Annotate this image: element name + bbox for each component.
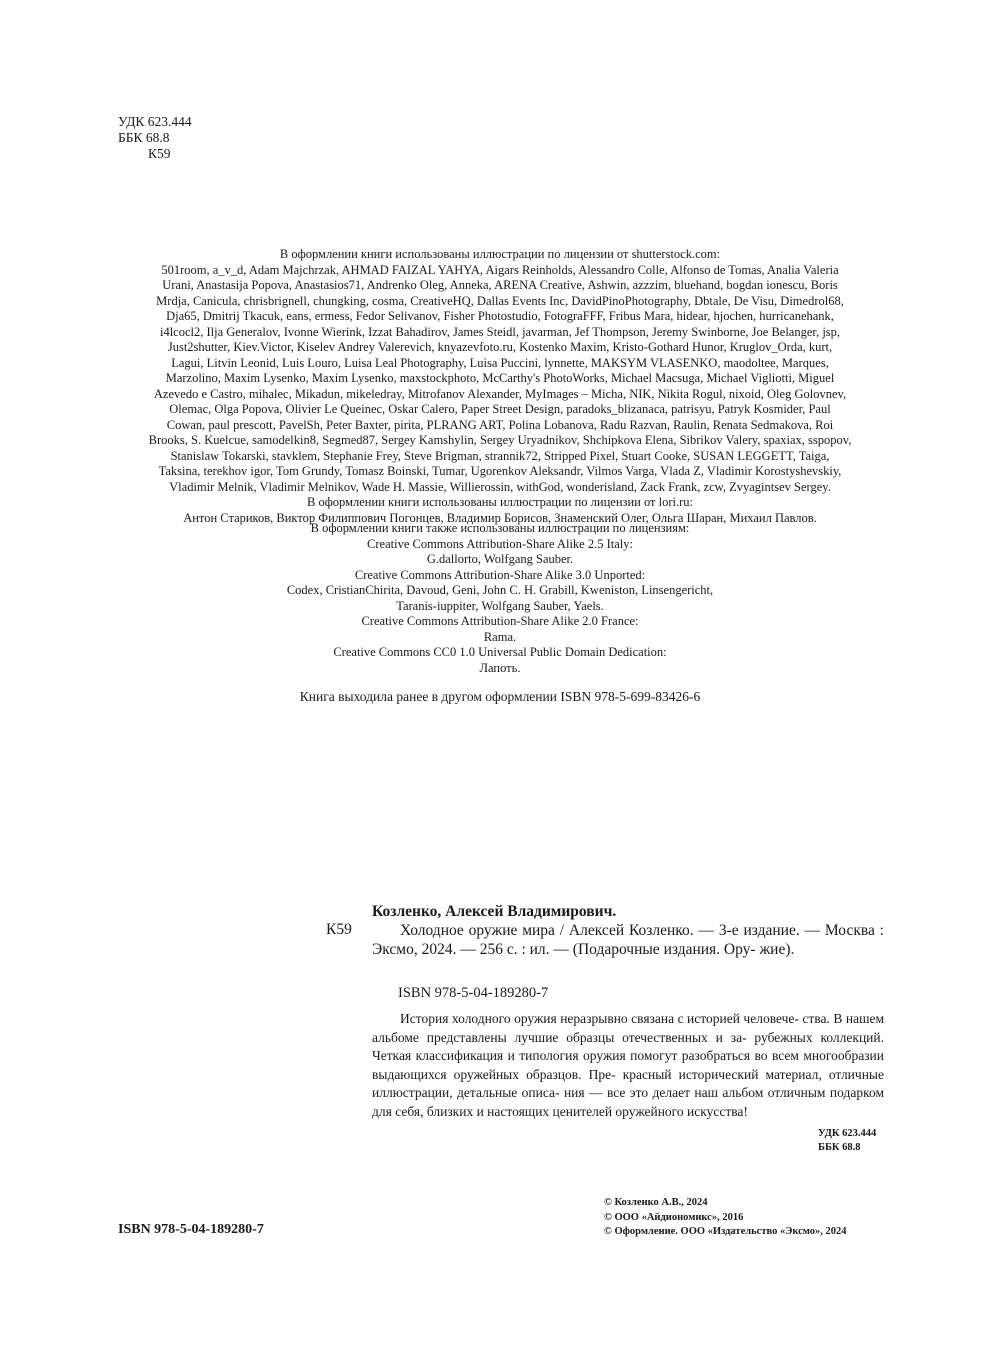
credits-line: Vladimir Melnik, Vladimir Melnikov, Wade H. Massie, Willierossin, withGod, wonderisland, Zack Frank, zcw, Zvyagintsev Sergey. (169, 479, 831, 494)
illustration-credits (112, 247, 888, 526)
record-title-line: Москва : Эксмо, 2024. — 256 с. : ил. — (Подарочные издания. Ору- (372, 922, 884, 958)
isbn-main: ISBN 978-5-04-189280-7 (118, 1222, 264, 1237)
credits-line: Urani, Anastasija Popova, Anastasios71, Andrenko Oleg, Anneka, ARENA Creative, Ashwin, azzzim, bluehand, bogdan ionescu, Boris (162, 278, 838, 292)
annotation-line: разобраться во всем многообразии выдающихся оружейных образцов. Пре- (372, 1048, 884, 1082)
annotation-line: красный исторический материал, отличные иллюстрации, детальные описа- (372, 1066, 884, 1100)
license-line: Лапоть. (479, 660, 521, 675)
credits-line: Dja65, Dmitrij Tkacuk, eans, ermess, Fedor Selivanov, Fisher Photostudio, FotograFFF, Fribus Mara, hidear, hjochen, hurricanehank, (166, 309, 834, 323)
license-line: Taranis-iuppiter, Wolfgang Sauber, Yaels. (396, 598, 604, 613)
license-line: Creative Commons CC0 1.0 Universal Public Domain Dedication: (333, 645, 667, 659)
card-bbk: ББК 68.8 (818, 1142, 861, 1153)
bibliographic-record (372, 902, 884, 959)
annotation-line: ства. В нашем альбоме представлены лучшие образцы отечественных и за- (372, 1011, 884, 1045)
udk-code: УДК 623.444 (118, 114, 192, 129)
copyright-notices (604, 1196, 847, 1240)
record-title-line: Холодное оружие мира / Алексей Козленко. — 3-е издание. — (400, 922, 825, 939)
previous-edition-note: Книга выходила ранее в другом оформлении ISBN 978-5-699-83426-6 (299, 689, 701, 704)
credits-line: Marzolino, Maxim Lysenko, Maxim Lysenko, maxstockphoto, McCarthy's PhotoWorks, Michael Macsuga, Michael Vigliotti, Miguel (165, 371, 835, 385)
record-author: Козленко, Алексей Владимирович. (372, 903, 617, 920)
license-credits (112, 521, 888, 676)
annotation-line: настоящих ценителей оружейного искусства! (487, 1103, 748, 1119)
record-title-line: жие). (759, 941, 795, 958)
credits-line: Lagui, Litvin Leonid, Luis Louro, Luisa Leal Photography, Luisa Puccini, lynnette, MAKSYM VLASENKO, maodoltee, Marques, (171, 355, 829, 370)
credits-line: Brooks, S. Kuelcue, samodelkin8, Segmed87, Sergey Kamshylin, Sergey Uryadnikov, Shchipkova Elena, Sibrikov Valery, spaxiax, sspopov, (148, 433, 852, 447)
shutterstock-intro: В оформлении книги использованы иллюстрации по лицензии от shutterstock.com: (279, 247, 721, 261)
card-classification-codes (818, 1127, 876, 1155)
catalog-card-code: К59 (326, 921, 352, 938)
bbk-code: ББК 68.8 (118, 130, 170, 145)
license-line: G.dallorto, Wolfgang Sauber. (426, 552, 574, 566)
copyright-line: © Козленко А.В., 2024 (604, 1197, 708, 1208)
lori-intro: В оформлении книги использованы иллюстрации по лицензии от lori.ru: (306, 495, 694, 509)
lori-names: Антон Стариков, Виктор Филиппович Погонцев, Владимир Борисов, Знаменский Олег, Ольга Шаран, Михаил Павлов. (183, 510, 817, 525)
credits-line: i4lcocl2, Ilja Generalov, Ivonne Wierink, Izzat Bahadirov, James Steidl, javarman, Jef Thompson, Jeremy Swinborne, Joe Belanger, jsp, (159, 324, 841, 339)
annotation-line: История холодного оружия неразрывно связана с историей человече- (400, 1011, 803, 1026)
credits-line: Olemac, Olga Popova, Olivier Le Queinec, Oskar Calero, Paper Street Design, paradoks_blizanaca, patrisyu, Patryk Kosmider, Paul (169, 402, 831, 416)
credits-line: Azevedo e Castro, mihalec, Mikadun, mikeledray, Mitrofanov Alexander, MyImages – Micha, NIK, Nikita Rogul, nixoid, Oleg Golovnev, (153, 386, 847, 401)
license-intro: В оформлении книги также использованы иллюстрации по лицензиям: (310, 521, 690, 535)
author-sign: К59 (148, 146, 171, 161)
record-title (372, 921, 884, 959)
classification-codes (118, 114, 192, 162)
license-line: Creative Commons Attribution-Share Alike 2.0 France: (361, 614, 639, 628)
license-line: Codex, CristianChirita, Davoud, Geni, John C. H. Grabill, Kweniston, Linsengericht, (286, 583, 714, 597)
credits-line: Cowan, paul prescott, PavelSh, Peter Baxter, pirita, PLRANG ART, Polina Lobanova, Radu Razvan, Raulin, Renata Sedmakova, Roi (166, 417, 834, 432)
annotation-line: рубежных коллекций. Четкая классификация и типология оружия помогут (372, 1029, 884, 1063)
license-line: Creative Commons Attribution-Share Alike 3.0 Unported: (354, 567, 646, 582)
credits-line: Taksina, terekhov igor, Tom Grundy, Tomasz Boinski, Tumar, Ugorenkov Aleksandr, Vilmos Varga, Vlada Z, Vladimir Korostyshevskiy, (158, 464, 842, 478)
credits-line: 501room, a_v_d, Adam Majchrzak, AHMAD FAIZAL YAHYA, Aigars Reinholds, Alessandro Colle, Alfonso de Tomas, Analia Valeria (161, 262, 839, 277)
credits-line: Mrdja, Canicula, chrisbrignell, chungking, cosma, CreativeHQ, Dallas Events Inc, DavidPinoPhotography, Dbtale, De Visu, Dimedrol68, (156, 293, 844, 308)
credits-line: Stanislaw Tokarski, stavklem, Stephanie Frey, Steve Brigman, strannik72, Stripped Pixel, Stuart Cooke, SUSAN LEGGETT, Taiga, (170, 448, 830, 463)
credits-line: Just2shutter, Kiev.Victor, Kiselev Andrey Valerevich, knyazevfoto.ru, Kostenko Maxim, Kristo-Gothard Hunor, Kruglov_Orda, kurt, (167, 340, 833, 354)
license-line: Creative Commons Attribution-Share Alike 2.5 Italy: (367, 536, 633, 551)
license-line: Rama. (483, 629, 517, 644)
copyright-line: © ООО «Айдиономикс», 2016 (604, 1211, 744, 1223)
copyright-line: © Оформление. ООО «Издательство «Эксмо», 2024 (604, 1226, 847, 1237)
annotation (372, 1010, 884, 1121)
annotation-line: ния — все это делает наш альбом отличным подарком для себя, близких и (372, 1085, 884, 1119)
card-udk: УДК 623.444 (818, 1128, 877, 1139)
record-isbn: ISBN 978-5-04-189280-7 (398, 985, 549, 1001)
